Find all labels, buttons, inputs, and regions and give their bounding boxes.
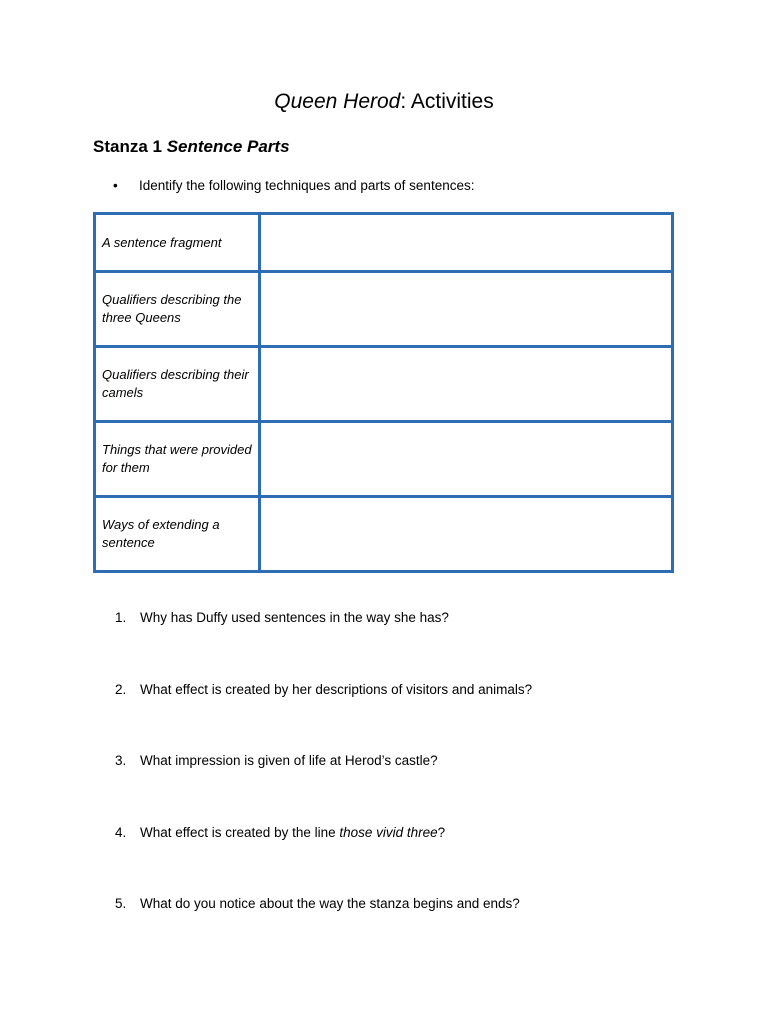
table-row [95, 214, 673, 272]
answer-cell[interactable] [260, 272, 673, 347]
section-heading [93, 136, 290, 158]
table-row [95, 272, 673, 347]
question-quote: those vivid three [339, 824, 438, 840]
question-item [115, 823, 715, 895]
table-row [95, 422, 673, 497]
title-suffix: : Activities [400, 90, 494, 113]
table-row [95, 497, 673, 572]
row-label: Qualifiers describing the three Queens [95, 272, 260, 347]
answer-cell[interactable] [260, 497, 673, 572]
question-number: 4. [115, 824, 127, 840]
table-row [95, 347, 673, 422]
question-number: 5. [115, 896, 127, 911]
instruction-bullet [113, 176, 474, 196]
question-text-end: ? [437, 824, 446, 840]
answer-cell[interactable] [260, 422, 673, 497]
question-text: What effect is created by her descriptions of visitors and animals? [140, 681, 533, 697]
row-label: Qualifiers describing their camels [95, 347, 260, 422]
question-item [115, 680, 715, 752]
section-heading-prefix: Stanza 1 [93, 137, 167, 156]
question-number: 1. [115, 610, 127, 625]
sentence-parts-table [93, 212, 674, 573]
question-text: What effect is created by the line [140, 824, 340, 840]
question-number: 3. [115, 753, 127, 768]
question-item [115, 894, 715, 966]
question-item [115, 608, 715, 680]
bullet-icon: • [113, 178, 118, 193]
question-list [115, 608, 715, 966]
answer-cell[interactable] [260, 347, 673, 422]
row-label: Things that were provided for them [95, 422, 260, 497]
row-label: Ways of extending a sentence [95, 497, 260, 572]
instruction-text: Identify the following techniques and parts of sentences: [139, 178, 475, 193]
section-heading-italic: Sentence Parts [166, 137, 290, 156]
question-text: What impression is given of life at Herod’s castle? [140, 753, 438, 768]
question-text: Why has Duffy used sentences in the way she has? [140, 610, 449, 625]
page-title [0, 88, 768, 116]
answer-cell[interactable] [260, 214, 673, 272]
question-item [115, 751, 715, 823]
row-label: A sentence fragment [95, 214, 260, 272]
question-number: 2. [115, 681, 127, 697]
question-text: What do you notice about the way the stanza begins and ends? [140, 896, 520, 911]
title-poem-name: Queen Herod [274, 90, 401, 113]
